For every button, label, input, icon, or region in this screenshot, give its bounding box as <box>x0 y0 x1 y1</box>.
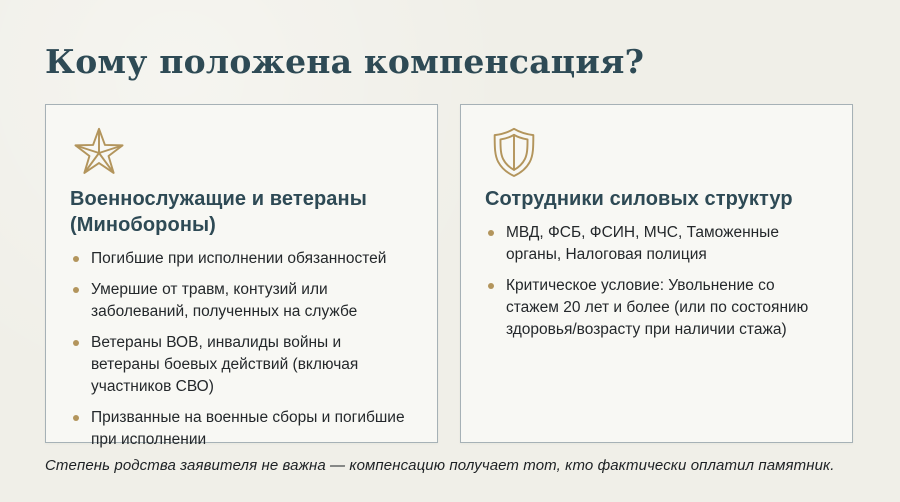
card-heading-security-forces: Сотрудники силовых структур <box>485 188 793 211</box>
card-military <box>45 104 438 449</box>
list-item: Критическое условие: Увольнение со стажем 20 лет и более (или по состоянию здоровья/возрасту при наличии стажа) <box>485 275 828 341</box>
shield-icon <box>485 124 543 182</box>
list-item: МВД, ФСБ, ФСИН, МЧС, Таможенные органы, Налоговая полиция <box>485 222 828 266</box>
star-icon <box>70 124 128 182</box>
list-item: Ветераны ВОВ, инвалиды войны и ветераны боевых действий (включая участников СВО) <box>70 332 413 398</box>
bullet-list-security-forces <box>485 222 828 341</box>
list-item: Призванные на военные сборы и погибшие при исполнении <box>70 407 413 451</box>
cards-row <box>45 104 855 449</box>
card-security-forces <box>460 104 853 443</box>
card-heading-military: Военнослужащие и ветераны (Минобороны) <box>70 188 367 237</box>
list-item: Погибшие при исполнении обязанностей <box>70 248 413 270</box>
footnote: Степень родства заявителя не важна — компенсацию получает тот, кто фактически оплатил памятник. <box>45 457 835 475</box>
list-item: Умершие от травм, контузий или заболеваний, полученных на службе <box>70 279 413 323</box>
bullet-list-military <box>70 248 413 451</box>
page-title: Кому положена компенсация? <box>45 42 645 81</box>
